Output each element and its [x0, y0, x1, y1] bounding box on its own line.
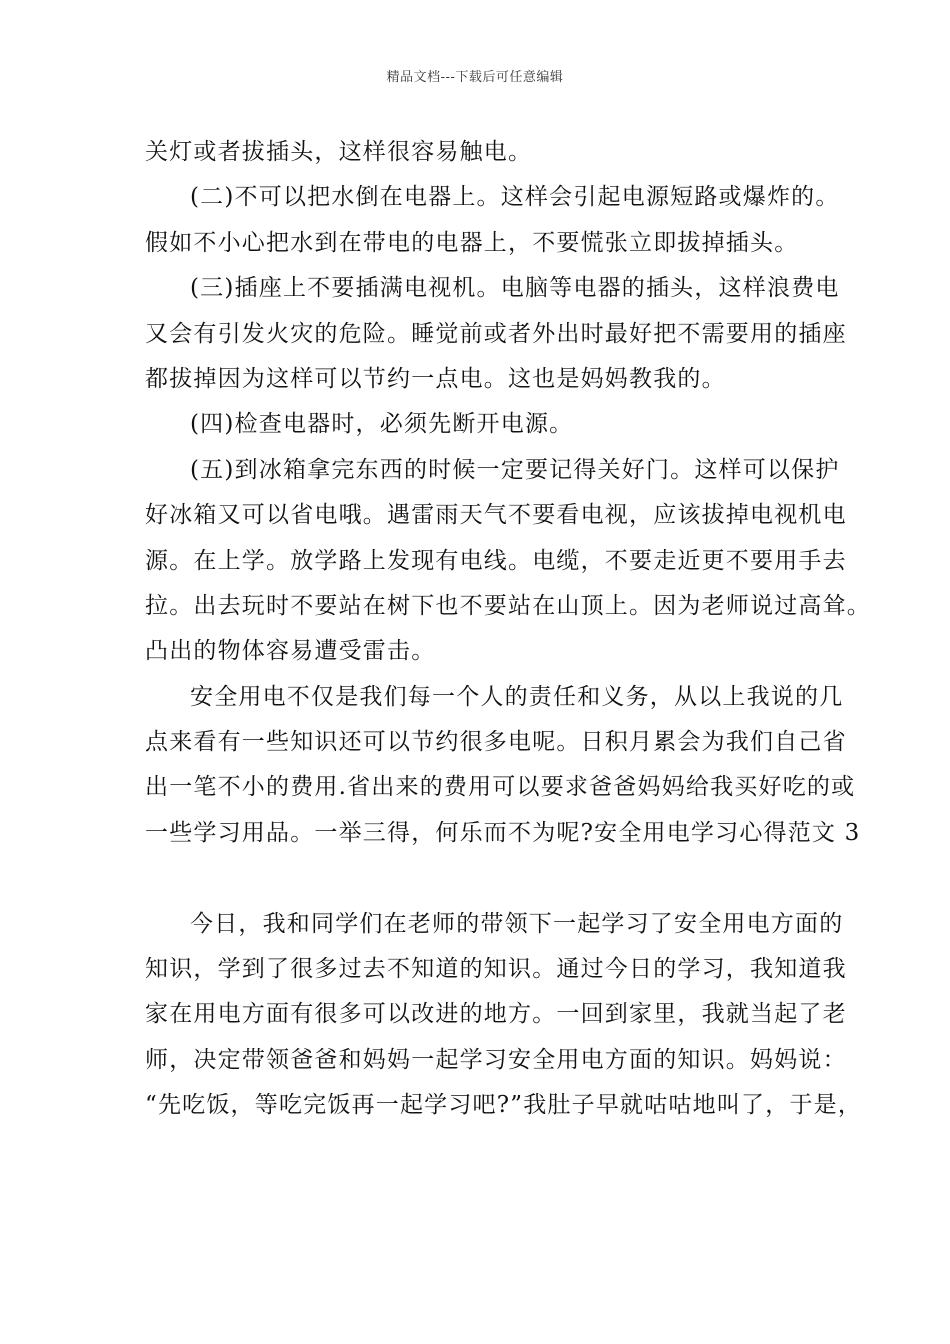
text-line: (四)检查电器时，必须先断开电源。 [190, 411, 574, 438]
text-line: 点来看有一些知识还可以节约很多电呢。日积月累会为我们自己省 [145, 729, 847, 756]
text-line: 都拔掉因为这样可以节约一点电。这也是妈妈教我的。 [145, 365, 726, 392]
text-line: 好冰箱又可以省电哦。遇雷雨天气不要看电视，应该拔掉电视机电 [145, 502, 847, 529]
text-line: (三)插座上不要插满电视机。电脑等电器的插头，这样浪费电 [190, 275, 840, 302]
paragraph-gap [145, 856, 831, 901]
text-line: “先吃饭，等吃完饭再一起学习吧?”我肚子早就咕咕地叫了，于是， [145, 1092, 863, 1119]
text-line: 出一笔不小的费用.省出来的费用可以要求爸爸妈妈给我买好吃的或 [145, 774, 856, 801]
text-line: 关灯或者拔插头，这样很容易触电。 [145, 139, 533, 165]
text-line: 又会有引发火灾的危险。睡觉前或者外出时最好把不需要用的插座 [145, 320, 847, 347]
text-line: 拉。出去玩时不要站在树下也不要站在山顶上。因为老师说过高耸。 [145, 592, 871, 619]
text-line: 知识，学到了很多过去不知道的知识。通过今日的学习，我知道我 [145, 956, 847, 983]
text-line: 师，决定带领爸爸和妈妈一起学习安全用电方面的知识。妈妈说： [145, 1046, 847, 1073]
text-line: 安全用电不仅是我们每一个人的责任和义务，从以上我说的几 [190, 683, 844, 710]
text-line: 今日，我和同学们在老师的带领下一起学习了安全用电方面的 [190, 910, 844, 937]
text-line: 一些学习用品。一举三得，何乐而不为呢?安全用电学习心得范文 3 [145, 819, 861, 846]
text-line: 源。在上学。放学路上发现有电线。电缆，不要走近更不要用手去 [145, 547, 847, 574]
text-line: 凸出的物体容易遭受雷击。 [145, 638, 436, 665]
text-line: 假如不小心把水到在带电的电器上，不要慌张立即拔掉插头。 [145, 229, 799, 256]
text-line: (五)到冰箱拿完东西的时候一定要记得关好门。这样可以保护 [190, 456, 840, 483]
text-line: 家在用电方面有很多可以改进的地方。一回到家里，我就当起了老 [145, 1001, 847, 1028]
text-line: (二)不可以把水倒在电器上。这样会引起电源短路或爆炸的。 [190, 184, 840, 211]
page-header: 精品文档---下载后可任意编辑 [386, 70, 564, 85]
document-body [145, 130, 871, 1129]
